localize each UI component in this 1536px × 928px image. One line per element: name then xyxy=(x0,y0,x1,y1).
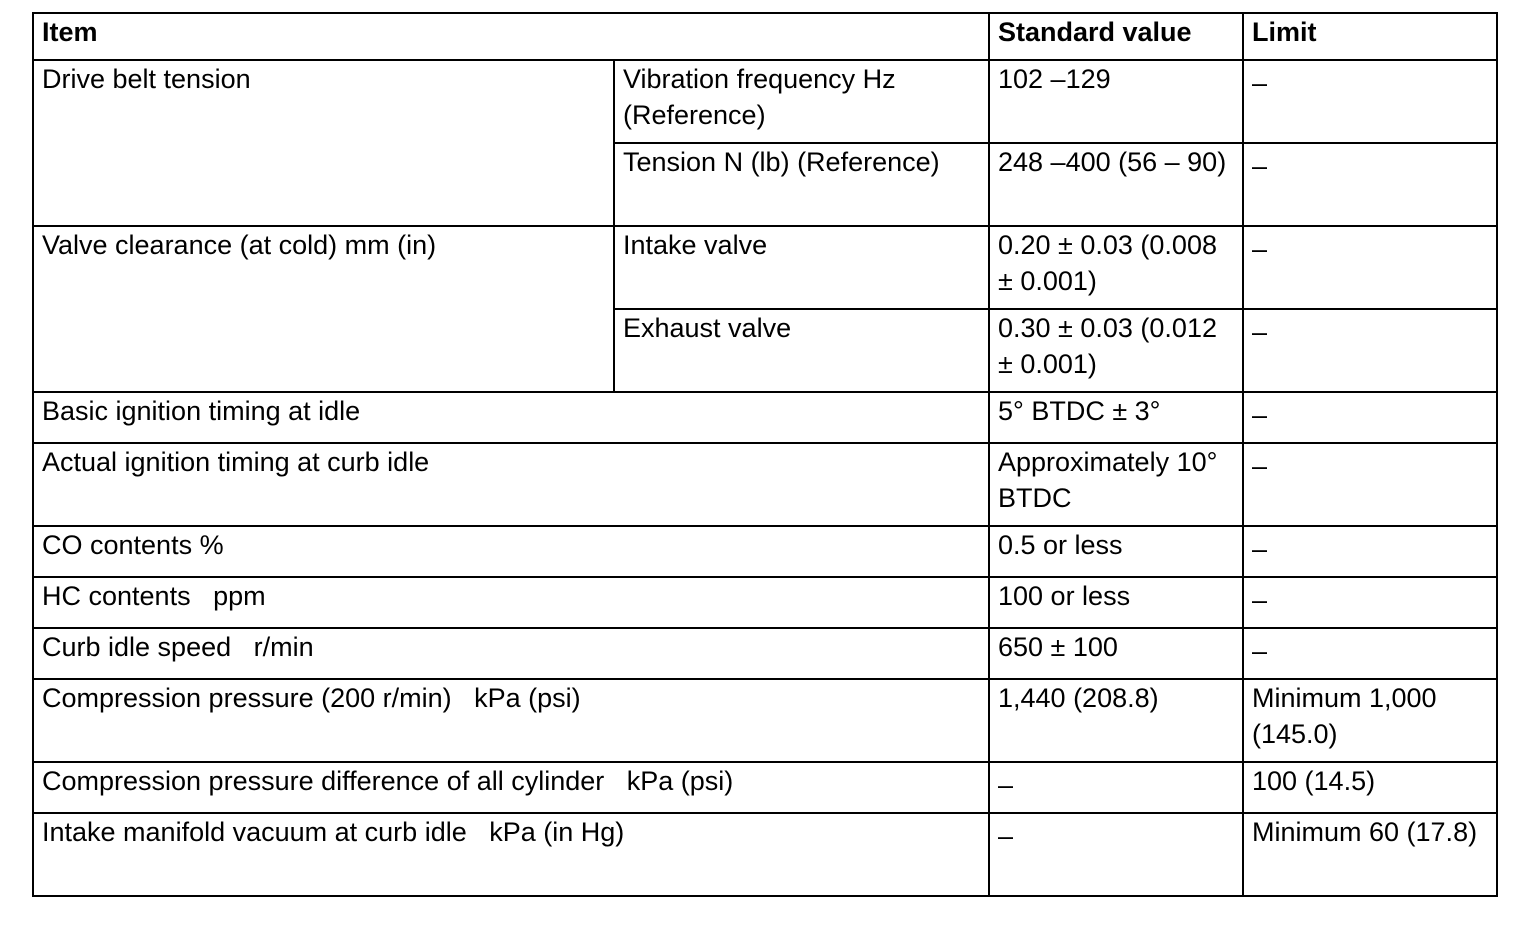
item-valve-clearance: Valve clearance (at cold) mm (in) xyxy=(33,226,614,392)
limit-value: – xyxy=(1252,317,1268,347)
standard-exhaust-valve: 0.30 ± 0.03 (0.012 ± 0.001) xyxy=(989,309,1243,392)
limit-exhaust-valve xyxy=(1243,309,1497,392)
header-limit: Limit xyxy=(1243,13,1497,60)
standard-compression-pressure-difference xyxy=(989,762,1243,813)
limit-intake-manifold-vacuum: Minimum 60 (17.8) xyxy=(1243,813,1497,896)
limit-curb-idle-speed xyxy=(1243,628,1497,679)
header-standard-value: Standard value xyxy=(989,13,1243,60)
table-row xyxy=(33,628,1497,679)
limit-basic-ignition-timing xyxy=(1243,392,1497,443)
table-row xyxy=(33,577,1497,628)
subitem-exhaust-valve: Exhaust valve xyxy=(614,309,989,392)
limit-value: – xyxy=(1252,68,1268,98)
limit-vibration-frequency xyxy=(1243,60,1497,143)
subitem-vibration-frequency: Vibration frequency Hz (Reference) xyxy=(614,60,989,143)
item-basic-ignition-timing: Basic ignition timing at idle xyxy=(33,392,989,443)
limit-value: – xyxy=(1252,636,1268,666)
header-row xyxy=(33,13,1497,60)
table-row xyxy=(33,762,1497,813)
item-curb-idle-speed: Curb idle speed r/min xyxy=(33,628,989,679)
limit-value: – xyxy=(1252,400,1268,430)
limit-intake-valve xyxy=(1243,226,1497,309)
specification-table xyxy=(32,12,1498,897)
limit-hc-contents xyxy=(1243,577,1497,628)
standard-co-contents: 0.5 or less xyxy=(989,526,1243,577)
standard-curb-idle-speed: 650 ± 100 xyxy=(989,628,1243,679)
limit-co-contents xyxy=(1243,526,1497,577)
item-compression-pressure-difference: Compression pressure difference of all cylinder kPa (psi) xyxy=(33,762,989,813)
limit-value: – xyxy=(1252,151,1268,181)
limit-value: – xyxy=(1252,585,1268,615)
item-co-contents: CO contents % xyxy=(33,526,989,577)
standard-hc-contents: 100 or less xyxy=(989,577,1243,628)
table-row xyxy=(33,526,1497,577)
limit-actual-ignition-timing xyxy=(1243,443,1497,526)
table-row xyxy=(33,443,1497,526)
standard-intake-manifold-vacuum xyxy=(989,813,1243,896)
header-item: Item xyxy=(33,13,989,60)
limit-value: – xyxy=(1252,234,1268,264)
table-row xyxy=(33,813,1497,896)
standard-value: – xyxy=(998,821,1014,851)
limit-tension xyxy=(1243,143,1497,226)
standard-basic-ignition-timing: 5° BTDC ± 3° xyxy=(989,392,1243,443)
item-compression-pressure: Compression pressure (200 r/min) kPa (psi) xyxy=(33,679,989,762)
standard-vibration-frequency: 102 –129 xyxy=(989,60,1243,143)
table-row xyxy=(33,60,1497,143)
limit-value: – xyxy=(1252,534,1268,564)
standard-tension: 248 –400 (56 – 90) xyxy=(989,143,1243,226)
subitem-intake-valve: Intake valve xyxy=(614,226,989,309)
table-row xyxy=(33,226,1497,309)
standard-intake-valve: 0.20 ± 0.03 (0.008 ± 0.001) xyxy=(989,226,1243,309)
limit-compression-pressure-difference: 100 (14.5) xyxy=(1243,762,1497,813)
item-drive-belt-tension: Drive belt tension xyxy=(33,60,614,226)
standard-value: – xyxy=(998,770,1014,800)
table-row xyxy=(33,392,1497,443)
item-intake-manifold-vacuum: Intake manifold vacuum at curb idle kPa (in Hg) xyxy=(33,813,989,896)
item-hc-contents: HC contents ppm xyxy=(33,577,989,628)
item-actual-ignition-timing: Actual ignition timing at curb idle xyxy=(33,443,989,526)
table-row xyxy=(33,679,1497,762)
standard-compression-pressure: 1,440 (208.8) xyxy=(989,679,1243,762)
standard-actual-ignition-timing: Approximately 10° BTDC xyxy=(989,443,1243,526)
limit-compression-pressure: Minimum 1,000 (145.0) xyxy=(1243,679,1497,762)
subitem-tension: Tension N (lb) (Reference) xyxy=(614,143,989,226)
limit-value: – xyxy=(1252,451,1268,481)
